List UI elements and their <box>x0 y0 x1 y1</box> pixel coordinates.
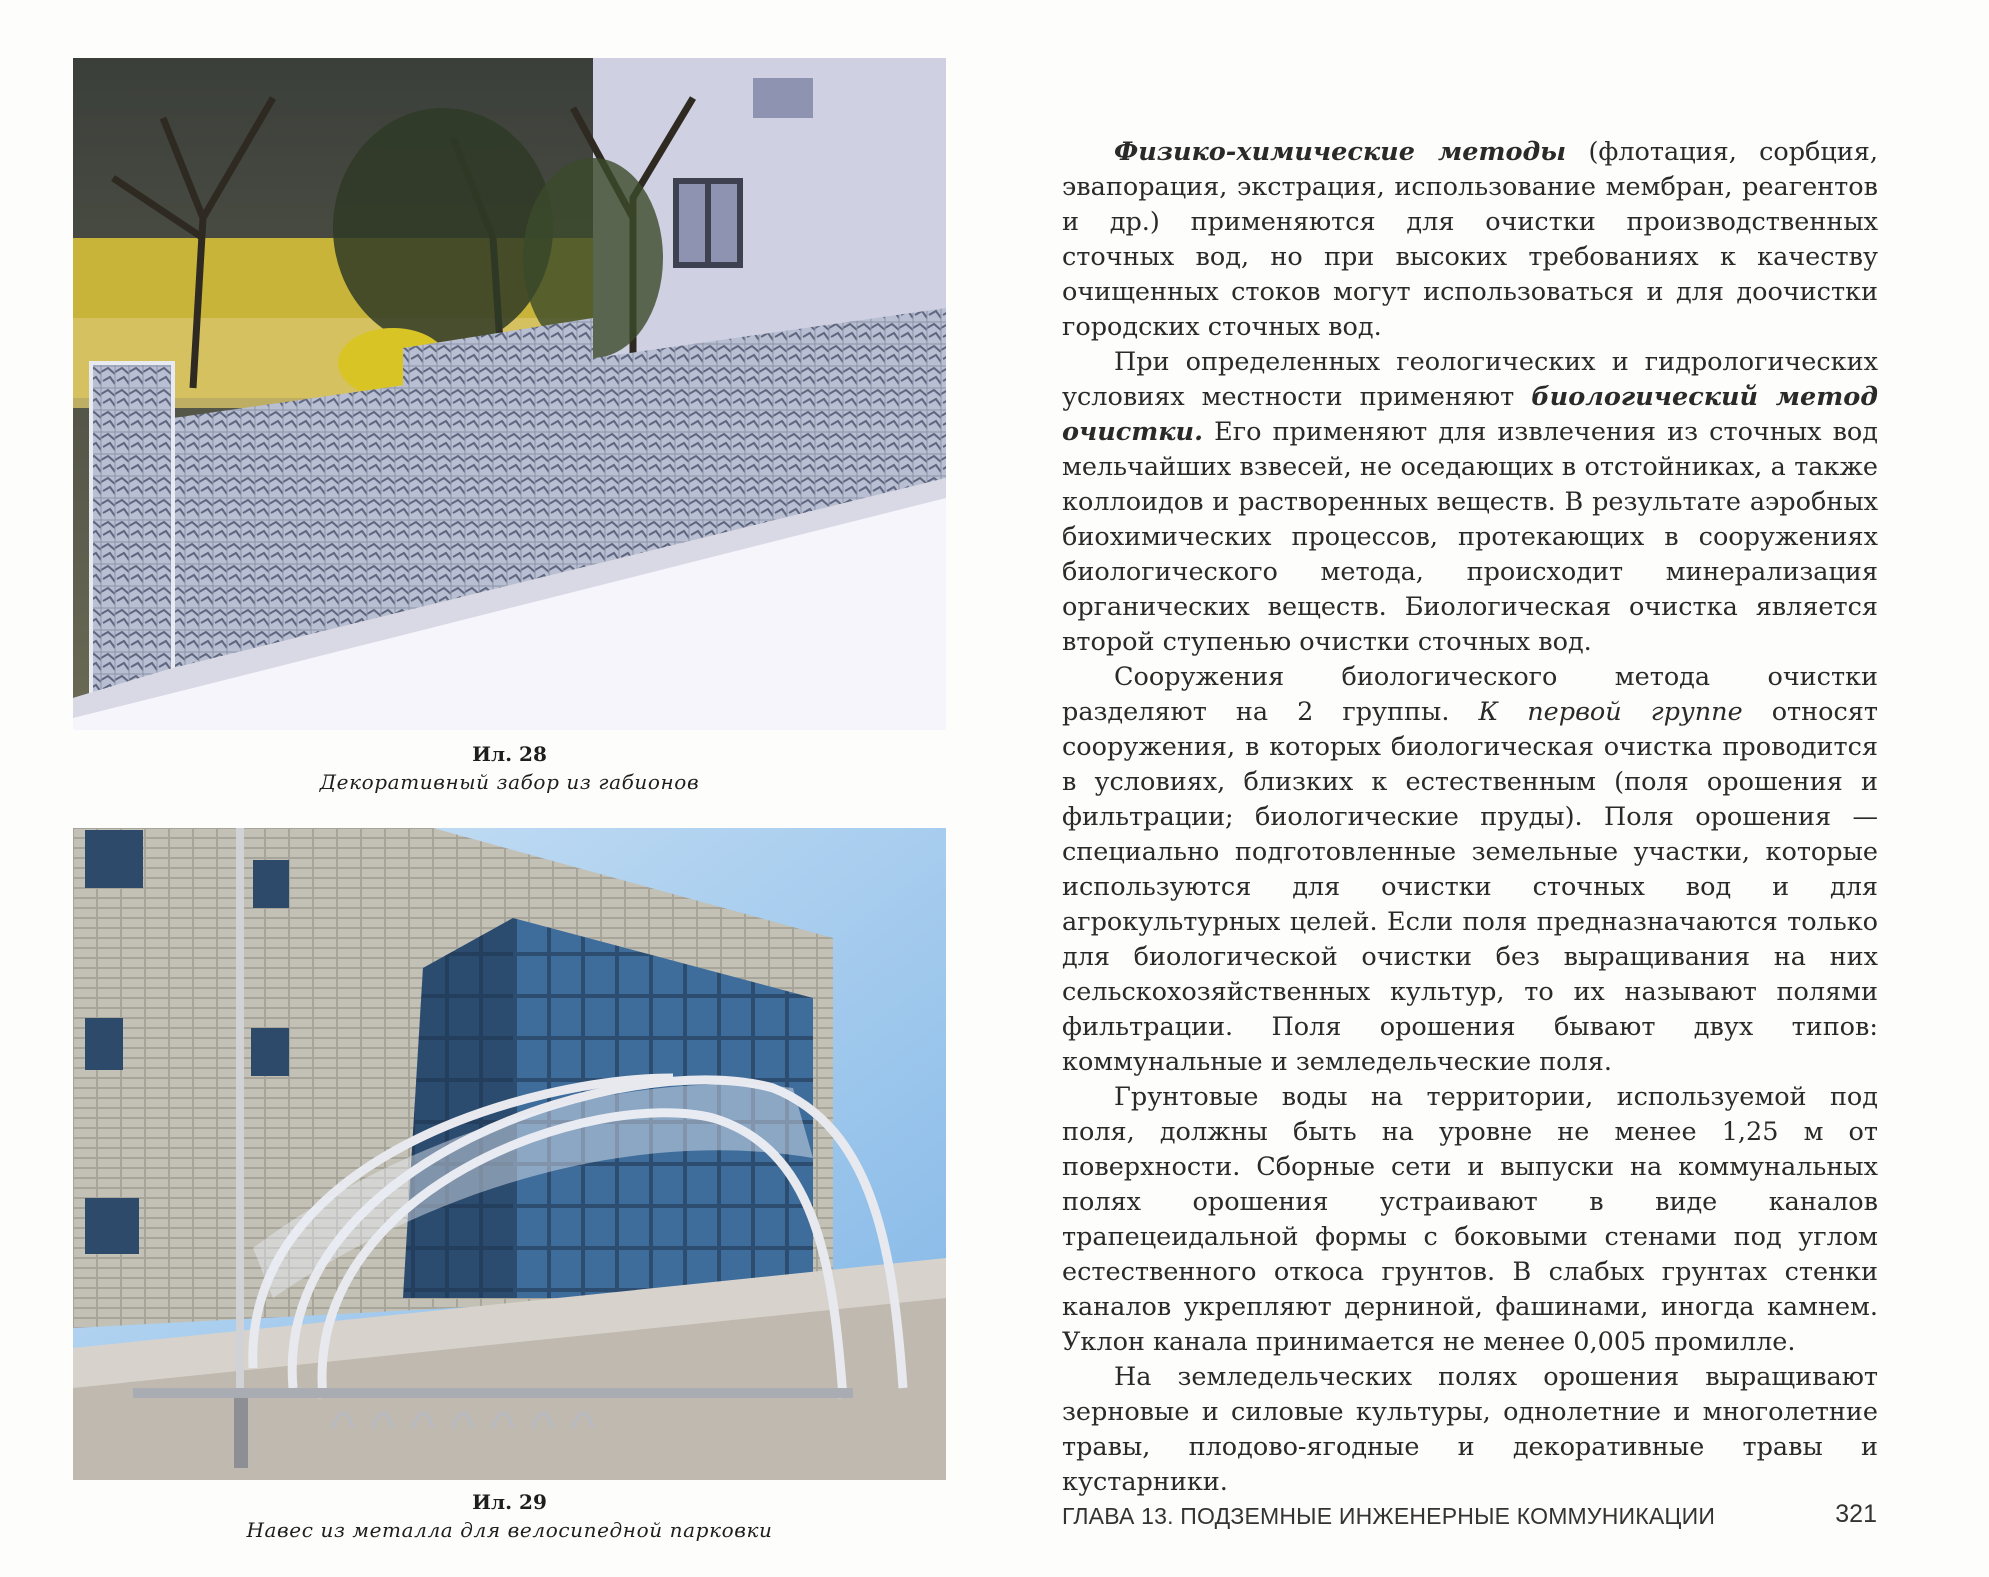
bike-shelter-photo <box>73 828 946 1480</box>
paragraph-text: Сооружения биологического метода очистки разделяют на 2 группы. <box>1062 662 1878 727</box>
paragraph-agricultural-fields: На земледельческих полях орошения выращивают зерновые и силовые культуры, однолетние и многолетние травы, плодово-ягодные и декоративные травы и кустарники. <box>1062 1362 1878 1497</box>
paragraph-structure-groups <box>1062 660 1878 1080</box>
paragraph-biological-method <box>1062 345 1878 660</box>
paragraph-groundwater: Грунтовые воды на территории, используемой под поля, должны быть на уровне не менее 1,25 м от поверхности. Сборные сети и выпуски на коммунальных полях орошения устраивают в виде каналов трапецеидальной формы с боковыми стенами под углом естественного откоса грунтов. В слабых грунтах стенки каналов укрепляют дерниной, фашинами, иногда камнем. Уклон канала принимается не менее 0,005 промилле. <box>1062 1082 1878 1357</box>
body-text-column <box>1062 135 1878 1500</box>
term-first-group: К первой группе <box>1478 697 1743 727</box>
paragraph-text: При определенных геологических и гидрологических условиях местности применяют <box>1062 347 1878 412</box>
paragraph-text: Его применяют для извлечения из сточных вод мельчайших взвесей, не оседающих в отстойниках, а также коллоидов и растворенных веществ. В результате аэробных биохимических процессов, протекающих в сооружениях биологического метода, происходит минерализация органических веществ. Биологическая очистка является второй ступенью очистки сточных вод. <box>1062 417 1878 657</box>
figure-caption-text: Декоративный забор из габионов <box>319 770 700 794</box>
running-footer-chapter: ГЛАВА 13. ПОДЗЕМНЫЕ ИНЖЕНЕРНЫЕ КОММУНИКАЦИИ <box>1062 1503 1716 1529</box>
paragraph-text: относят сооружения, в которых биологическая очистка проводится в условиях, близких к естественным (поля орошения и фильтрации; биологические пруды). Поля орошения — специально подготовленные земельные участки, которые используются для очистки сточных вод и для агрокультурных целей. Если поля предназначаются только для биологической очистки без выращивания на них сельскохозяйственных культур, то их называют полями фильтрации. Поля орошения бывают двух типов: коммунальные и земледельческие поля. <box>1062 697 1878 1077</box>
figure-number: Ил. 28 <box>472 742 547 766</box>
figure-caption-text: Навес из металла для велосипедной парковки <box>246 1518 773 1542</box>
figure-caption-28 <box>73 740 946 796</box>
paragraph-text: (флотация, сорбция, эвапорация, экстрация, использование мембран, реагентов и др.) применяются для очистки производственных сточных вод, но при высоких требованиях к качеству очищенных стоков могут использоваться и для доочистки городских сточных вод. <box>1062 137 1878 342</box>
gabion-fence-illustration <box>73 58 946 730</box>
page-number: 321 <box>1835 1500 1877 1528</box>
gabion-fence-photo <box>73 58 946 730</box>
figure-number: Ил. 29 <box>472 1490 547 1514</box>
paragraph-physico-chemical <box>1062 135 1878 345</box>
term-biological-method: биологический метод очистки. <box>1062 382 1878 447</box>
bike-shelter-illustration <box>73 828 946 1480</box>
figure-caption-29 <box>73 1488 946 1544</box>
term-physico-chemical-methods: Физико-химические методы <box>1114 137 1567 167</box>
